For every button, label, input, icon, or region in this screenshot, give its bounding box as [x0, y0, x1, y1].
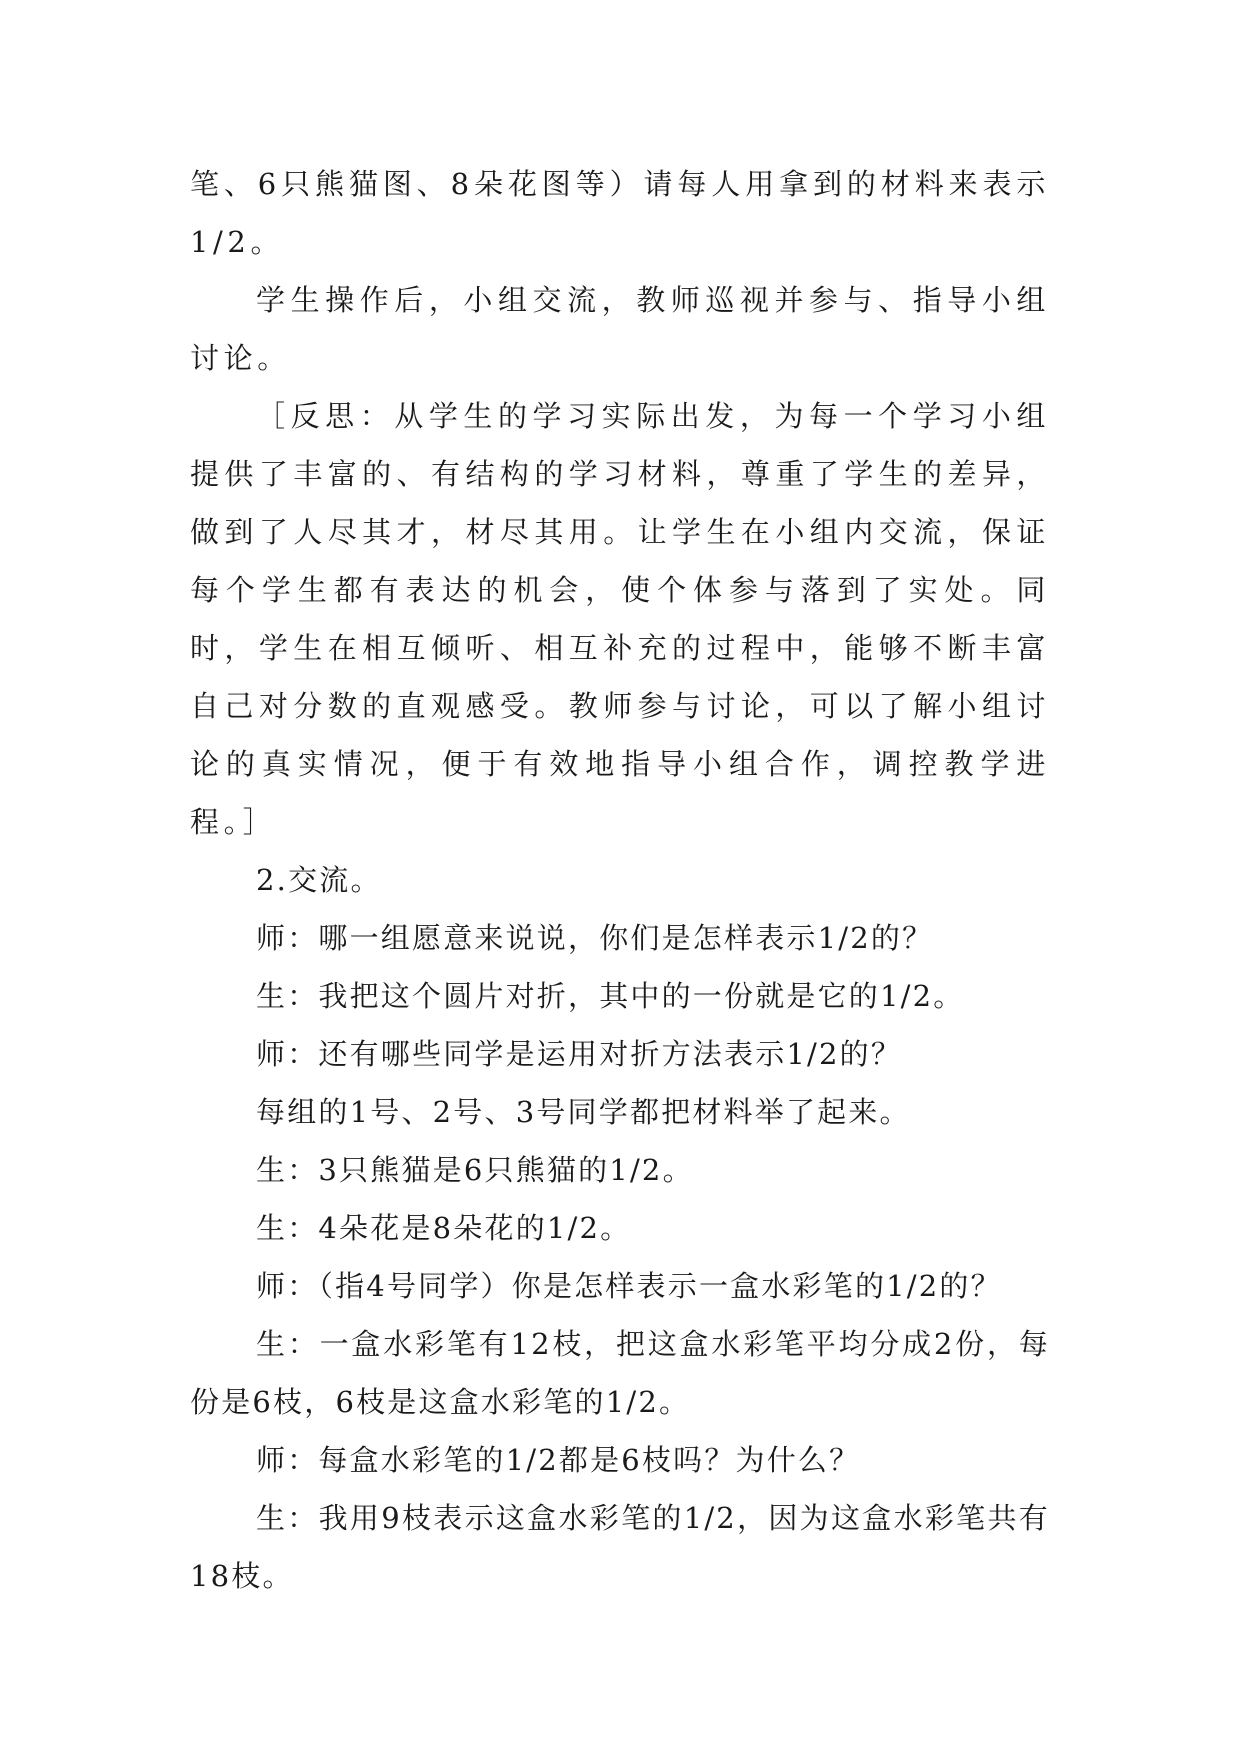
dialogue-line: 生：4朵花是8朵花的1/2。	[256, 1211, 632, 1245]
document-body	[190, 155, 1050, 1605]
section-heading-exchange: 2.交流。	[256, 863, 382, 897]
dialogue-line: 生：我把这个圆片对折，其中的一份就是它的1/2。	[256, 979, 965, 1013]
dialogue-line: 师：（指4号同学）你是怎样表示一盒水彩笔的1/2的？	[256, 1269, 1002, 1303]
dialogue-line: 生：3只熊猫是6只熊猫的1/2。	[256, 1153, 694, 1187]
paragraph-reflection: ［反思：从学生的学习实际出发，为每一个学习小组提供了丰富的、有结构的学习材料，尊重了学生的差异，做到了人尽其才，材尽其用。让学生在小组内交流，保证每个学生都有表达的机会，使个体参与落到了实处。同时，学生在相互倾听、相互补充的过程中，能够不断丰富自己对分数的直观感受。教师参与讨论，可以了解小组讨论的真实情况，便于有效地指导小组合作，调控教学进程。］	[190, 399, 1050, 839]
dialogue-line: 生：一盒水彩笔有12枝，把这盒水彩笔平均分成2份，每份是6枝，6枝是这盒水彩笔的1/2。	[190, 1327, 1050, 1419]
paragraph-group-discussion: 学生操作后，小组交流，教师巡视并参与、指导小组讨论。	[190, 283, 1050, 375]
dialogue-line: 师：每盒水彩笔的1/2都是6枝吗？为什么？	[256, 1443, 861, 1477]
narration-line: 每组的1号、2号、3号同学都把材料举了起来。	[256, 1095, 911, 1129]
dialogue-line: 生：我用9枝表示这盒水彩笔的1/2，因为这盒水彩笔共有18枝。	[190, 1501, 1050, 1593]
dialogue-line: 师：还有哪些同学是运用对折方法表示1/2的？	[256, 1037, 903, 1071]
paragraph-materials: 笔、6只熊猫图、8朵花图等）请每人用拿到的材料来表示1/2。	[190, 167, 1050, 259]
dialogue-line: 师：哪一组愿意来说说，你们是怎样表示1/2的？	[256, 921, 934, 955]
